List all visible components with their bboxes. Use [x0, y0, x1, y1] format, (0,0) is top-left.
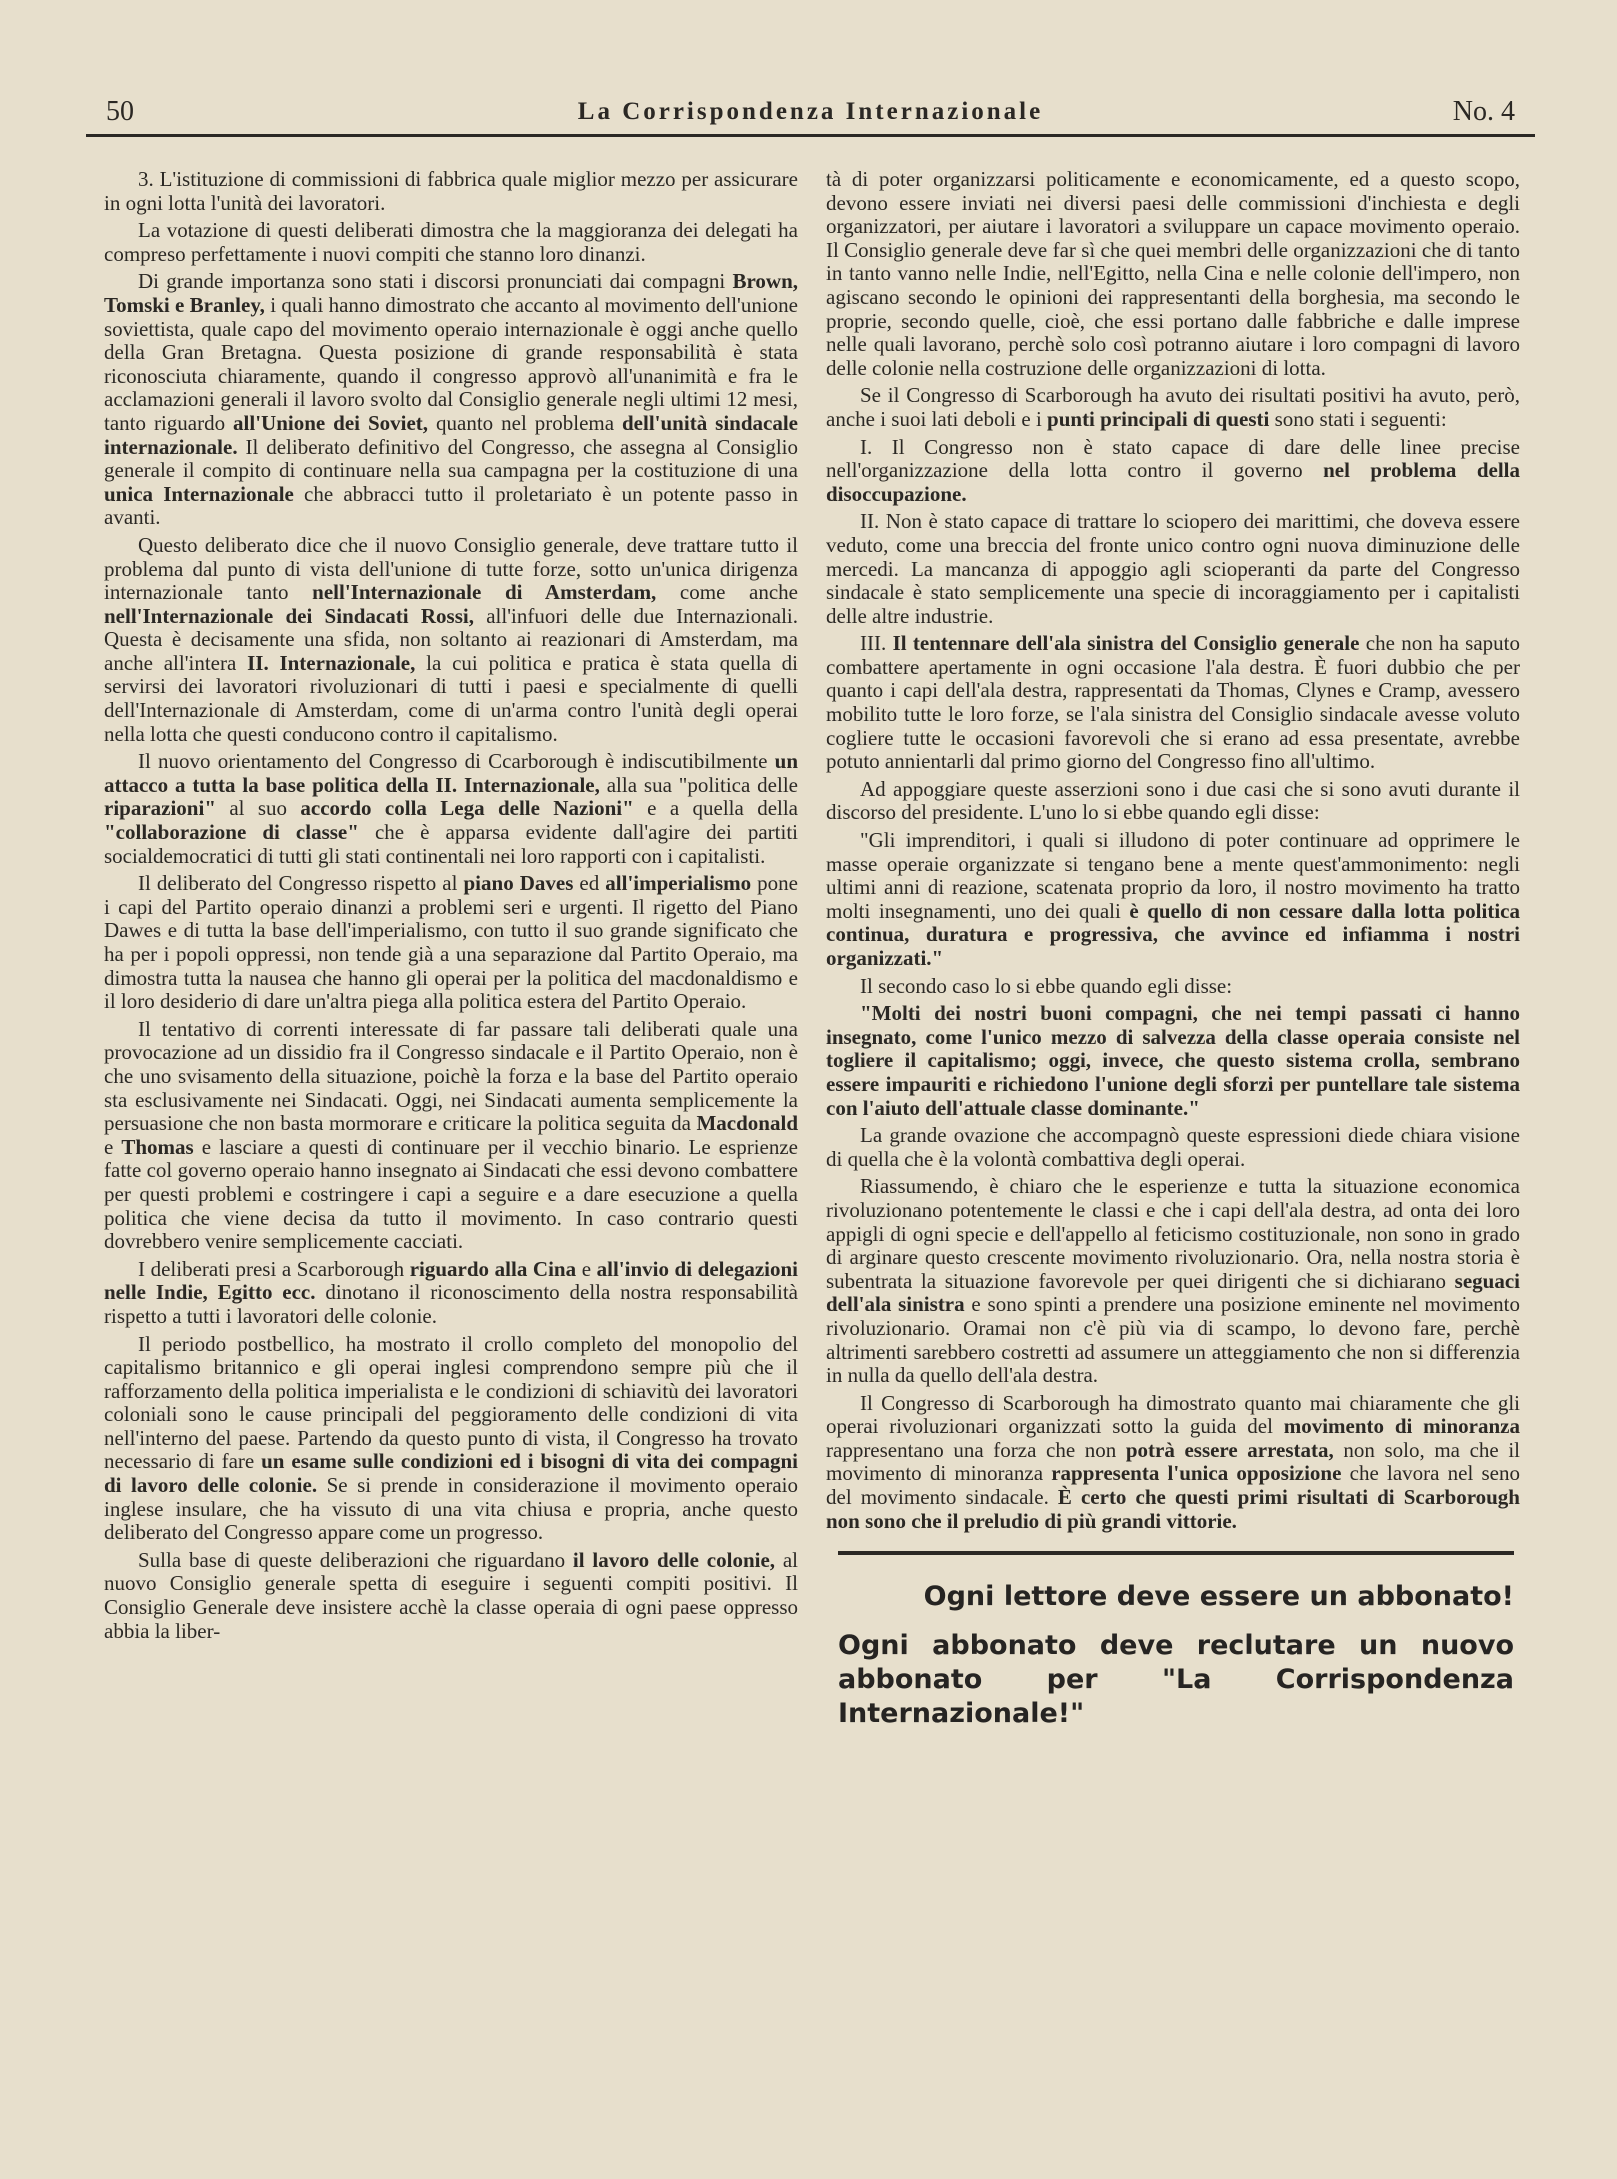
paragraph: Il periodo postbellico, ha mostrato il crollo completo del monopolio del capitalismo britannico e gli operai inglesi comprendono sempre più che il rafforzamento della politica imperialista e le condizioni di schiavitù dei lavoratori coloniali sono le cause principali del peggioramento delle condizioni di vita nell'interno del paese. Partendo da questo punto di vista, il Congresso ha trovato necessario di fare un esame sulle condizioni ed i bisogni di vita dei compagni di lavoro delle colonie. Se si prende in considerazione il movimento operaio inglese insulare, che ha vissuto di una vita chiusa e propria, anche questo deliberato del Congresso appare come un progresso.: [104, 1331, 799, 1545]
paragraph: La grande ovazione che accompagnò queste espressioni diede chiara visione di quella che è la volontà combattiva degli operai.: [826, 1123, 1520, 1171]
paragraph: Il secondo caso lo si ebbe quando egli disse:: [860, 973, 1233, 998]
paragraph: Di grande importanza sono stati i discorsi pronunciati dai compagni Brown, Tomski e Branley, i quali hanno dimostrato che accanto al movimento dell'unione soviettista, quale capo del movimento operaio internazionale è oggi anche quello della Gran Bretagna. Questa posizione di grande responsabilità è stata riconosciuta chiaramente, quando il congresso approvò all'unanimità e fra le acclamazioni generali il lavoro svolto dal Consiglio generale negli ultimi 12 mesi, tanto riguardo all'Unione dei Soviet, quanto nel problema dell'unità sindacale internazionale. Il deliberato definitivo del Congresso, che assegna al Consiglio generale il compito di continuare nella sua campagna per la costituzione di una unica Internazionale che abbracci tutto il proletariato è un potente passo in avanti.: [104, 269, 799, 530]
right-column: [826, 168, 1520, 1731]
paragraph: Ad appoggiare queste asserzioni sono i due casi che si sono avuti durante il discorso del presidente. L'uno lo si ebbe quando egli disse:: [826, 776, 1520, 825]
paragraph: La votazione di questi deliberati dimostra che la maggioranza dei delegati ha compreso perfettamente i nuovi compiti che stanno loro dinanzi.: [104, 218, 798, 266]
paragraph: tà di poter organizzarsi politicamente e economicamente, ed a questo scopo, devono essere inviati nei diversi paesi delle commissioni d'inchiesta e degli organizzatori, per aiutare i lavoratori a sviluppare un capace movimento operaio. Il Consiglio generale deve far sì che quei membri delle organizzazioni che di tanto in tanto vanno nelle Indie, nell'Egitto, nella Cina e nelle colonie dell'impero, non agiscano secondo le opinioni dei rappresentanti della borghesia, ma secondo le proprie, secondo quelle, cioè, che essi portano dalle fabbriche e dalle imprese nelle quali lavorano, perchè solo così potranno aiutare i loro compagni di lavoro delle colonie nella costruzione delle organizzazioni di lotta.: [826, 167, 1520, 380]
paragraph: "Molti dei nostri buoni compagni, che nei tempi passati ci hanno insegnato, come l'unico mezzo di salvezza della classe operaia consiste nel togliere il capitalismo; oggi, invece, che questo sistema crolla, sembrano essere impauriti e richiedono l'unione degli sforzi per puntellare tale sistema con l'aiuto dell'attuale classe dominante.": [826, 1001, 1520, 1120]
left-column: [104, 168, 798, 1647]
right-column-text: [826, 168, 1520, 1533]
paragraph: Il deliberato del Congresso rispetto al piano Daves ed all'imperialismo pone i capi del Partito operaio dinanzi a problemi seri e urgenti. Il rigetto del Piano Dawes e di tutta la base dell'imperialismo, con tutto il suo grande significato che ha per i popoli oppressi, non tende già a una separazione dal Partito Operaio, ma dimostra tutta la nausea che hanno gli operai per la politica del macdonaldismo e il loro desiderio di dare un'altra piega alla politica estera del Partito Operaio.: [104, 871, 798, 1014]
subscription-promo: [826, 1581, 1520, 1731]
paragraph: Riassumendo, è chiaro che le esperienze e tutta la situazione economica rivoluzionano potentemente le classi e che i capi dell'ala destra, ad onta dei loro appigli di ogni specie e dell'appello al feticismo costituzionale, non sono in grado di arginare questo crescente movimento rivoluzionario. Ora, nella nostra storia è subentrata la situazione favorevole per quei dirigenti che si dichiarano seguaci dell'ala sinistra e sono spinti a prendere una posizione eminente nel movimento rivoluzionario. Oramai non c'è più via di scampo, lo devono fare, perchè altrimenti sarebbero costretti ad assumere un atteggiamento che non si differenzia in nulla da quello dell'ala destra.: [826, 1174, 1520, 1388]
paragraph: III. Il tentennare dell'ala sinistra del Consiglio generale che non ha saputo combattere apertamente in ogni occasione l'ala destra. È fuori dubbio che per quanto i capi dell'ala destra, rappresentati da Thomas, Clynes e Cramp, avessero mobilito tutte le loro forze, se l'ala sinistra del Consiglio sindacale avesse voluto cogliere tutte le occasioni favorevoli che si erano ad essa presentate, avrebbe potuto annientarli dal primo giorno del Congresso fino all'ultimo.: [826, 631, 1520, 774]
paragraph: I. Il Congresso non è stato capace di dare delle linee precise nell'organizzazione della lotta contro il governo nel problema della disoccupazione.: [826, 434, 1521, 506]
journal-title: La Corrispondenza Internazionale: [577, 98, 1044, 125]
paragraph: Sulla base di queste deliberazioni che riguardano il lavoro delle colonie, al nuovo Consiglio generale spetta di eseguire i seguenti compiti positivi. Il Consiglio Generale deve insistere acchè la classe operaia di ogni paese oppresso abbia la liber-: [104, 1547, 799, 1643]
issue-number: No. 4: [1452, 96, 1515, 127]
promo-line-1: Ogni lettore deve essere un abbonato!: [923, 1581, 1514, 1613]
paragraph: Se il Congresso di Scarborough ha avuto dei risultati positivi ha avuto, però, anche i suoi lati deboli e i punti principali di questi sono stati i seguenti:: [826, 383, 1520, 431]
paragraph: II. Non è stato capace di trattare lo sciopero dei marittimi, che doveva essere veduto, come una breccia del fronte unico contro ogni nuova diminuzione delle mercedi. La mancanza di appoggio agli scioperanti da parte del Congresso sindacale è stato semplicemente una specie di incoraggiamento per i capitalisti delle altre industrie.: [826, 509, 1520, 628]
paragraph: Il nuovo orientamento del Congresso di Ccarborough è indiscutibilmente un attacco a tutta la base politica della II. Internazionale, alla sua "politica delle riparazioni" al suo accordo colla Lega delle Nazioni" e a quella della "collaborazione di classe" che è apparsa evidente dall'agire dei partiti socialdemocratici di tutti gli stati continentali nei loro rapporti con i capitalisti.: [104, 749, 799, 868]
section-divider: [838, 1551, 1514, 1555]
paragraph: "Gli imprenditori, i quali si illudono di poter continuare ad opprimere le masse operaie organizzate si tengano bene a mente quest'ammonimento: negli ultimi anni di reazione, scatenata proprio da loro, il nostro movimento ha tratto molti insegnamenti, uno dei quali è quello di non cessare dalla lotta politica continua, duratura e progressiva, che avvince ed infiamma i nostri organizzati.": [826, 828, 1520, 970]
paragraph: Il Congresso di Scarborough ha dimostrato quanto mai chiaramente che gli operai rivoluzionari organizzati sotto la guida del movimento di minoranza rappresentano una forza che non potrà essere arrestata, non solo, ma che il movimento di minoranza rappresenta l'unica opposizione che lavora nel seno del movimento sindacale. È certo che questi primi risultati di Scarborough non sono che il preludio di più grandi vittorie.: [826, 1390, 1521, 1533]
paragraph: I deliberati presi a Scarborough riguardo alla Cina e all'invio di delegazioni nelle Indie, Egitto ecc. dinotano il riconoscimento della nostra responsabilità rispetto a tutti i lavoratori delle colonie.: [104, 1256, 798, 1328]
page-header: [86, 90, 1535, 137]
promo-line-2: Ogni abbonato deve reclutare un nuovo abbonato per "La Corrispondenza Internazionale!": [838, 1629, 1514, 1729]
paragraph: Questo deliberato dice che il nuovo Consiglio generale, deve trattare tutto il problema dal punto di vista dell'unione di tutte forze, sotto un'unica dirigenza internazionale tanto nell'Internazionale di Amsterdam, come anche nell'Internazionale dei Sindacati Rossi, all'infuori delle due Internazionali. Questa è decisamente una sfida, non soltanto ai reazionari di Amsterdam, ma anche all'intera II. Internazionale, la cui politica e pratica è stata quella di servirsi dei lavoratori rivoluzionari di tutti i paesi e specialmente di quelli dell'Internazionale di Amsterdam, come di un'arma contro l'unità degli operai nella lotta che questi conducono contro il capitalismo.: [104, 532, 799, 746]
paragraph: 3. L'istituzione di commissioni di fabbrica quale miglior mezzo per assicurare in ogni lotta l'unità dei lavoratori.: [104, 167, 798, 215]
paragraph: Il tentativo di correnti interessate di far passare tali deliberati quale una provocazione ad un dissidio fra il Congresso sindacale e il Partito Operaio, non è che uno svisamento della situazione, poichè la forza e la base del Partito operaio sta esclusivamente nei Sindacati. Oggi, nei Sindacati aumenta semplicemente la persuasione che non basta mormorare e criticare la politica seguita da Macdonald e Thomas e lasciare a questi di continuare per il vecchio binario. Le esprienze fatte col governo operaio hanno insegnato ai Sindacati che essi devono combattere per questi problemi e costringere i capi a seguire e a dare esecuzione a quella politica che viene decisa da tutto il movimento. In caso contrario questi dovrebbero venire semplicemente cacciati.: [104, 1016, 798, 1254]
page-number: 50: [106, 96, 134, 127]
